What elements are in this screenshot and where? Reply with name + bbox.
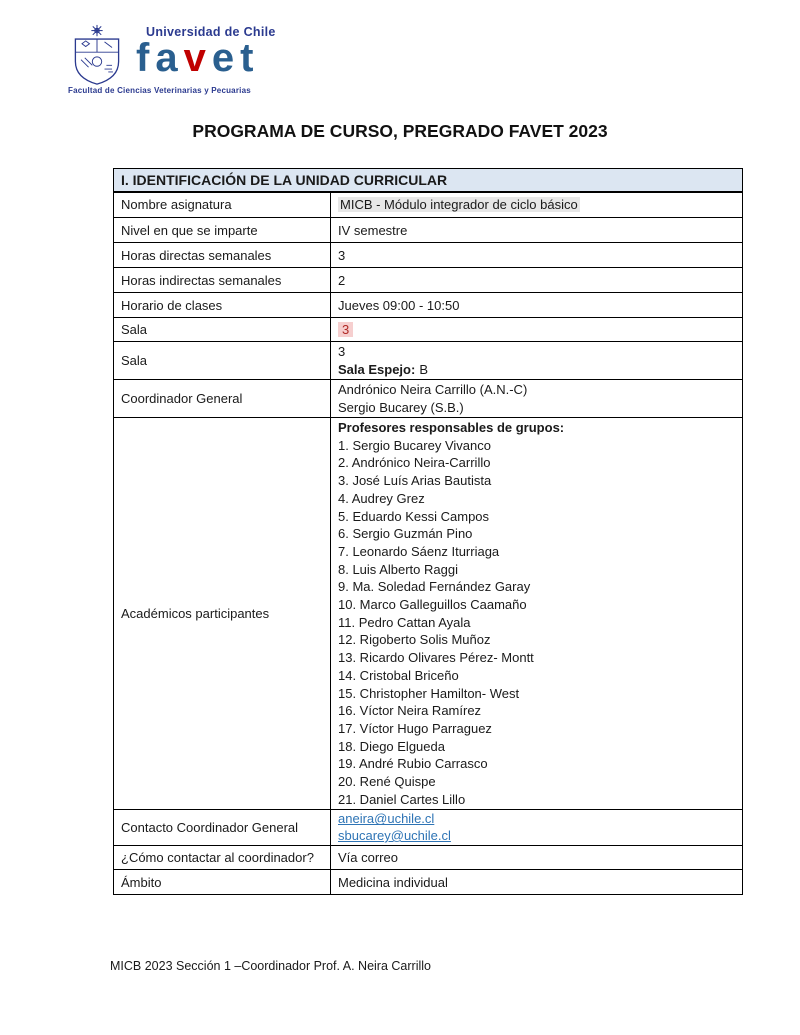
list-item: 13. Ricardo Olivares Pérez- Montt <box>338 650 534 666</box>
table-row-sala-2 <box>114 342 743 380</box>
sala-espejo-value: B <box>419 361 428 377</box>
crest-star <box>91 25 102 36</box>
section-header-row <box>114 169 743 192</box>
email-line-2 <box>338 828 736 845</box>
list-item: 5. Eduardo Kessi Campos <box>338 508 490 524</box>
favet-logo <box>66 18 276 100</box>
row-value <box>331 380 743 418</box>
sala-number-highlighted: 3 <box>338 322 353 337</box>
logo-brand-v: v <box>183 36 212 80</box>
list-item: 19. André Rubio Carrasco <box>338 756 488 772</box>
row-label: Coordinador General <box>114 380 331 418</box>
row-label: Contacto Coordinador General <box>114 810 331 846</box>
row-label: Sala <box>114 318 331 342</box>
table-row-horas-directas <box>114 243 743 268</box>
row-value <box>331 342 743 380</box>
list-item: 6. Sergio Guzmán Pino <box>338 526 473 542</box>
page-title: PROGRAMA DE CURSO, PREGRADO FAVET 2023 <box>192 121 608 141</box>
row-label: Nombre asignatura <box>114 192 331 218</box>
section-header: I. IDENTIFICACIÓN DE LA UNIDAD CURRICULAR <box>114 169 743 192</box>
row-value <box>331 192 743 218</box>
table-row-sala-1 <box>114 318 743 342</box>
list-item: 12. Rigoberto Solis Muñoz <box>338 632 491 648</box>
row-label: ¿Cómo contactar al coordinador? <box>114 846 331 870</box>
table-row-nivel <box>114 218 743 243</box>
list-item: 20. René Quispe <box>338 774 436 790</box>
logo-faculty-text: Facultad de Ciencias Veterinarias y Pecuarias <box>68 86 251 95</box>
list-item: 3. José Luís Arias Bautista <box>338 473 492 489</box>
table-row-horas-indirectas <box>114 268 743 293</box>
list-item: 15. Christopher Hamilton- West <box>338 685 520 701</box>
table-row-coordinador-general <box>114 380 743 418</box>
logo-brand-fa: fa <box>136 36 184 80</box>
identification-table <box>113 168 743 895</box>
list-item: 18. Diego Elgueda <box>338 738 445 754</box>
table-row-contacto <box>114 810 743 846</box>
list-item: 1. Sergio Bucarey Vivanco <box>338 437 491 453</box>
list-item: 8. Luis Alberto Raggi <box>338 561 458 577</box>
row-label: Ámbito <box>114 870 331 895</box>
logo-brand-text <box>136 38 259 78</box>
table-row-como-contactar <box>114 846 743 870</box>
row-value: 3 <box>331 243 743 268</box>
email-line-1 <box>338 811 736 828</box>
list-item: 21. Daniel Cartes Lillo <box>338 791 466 807</box>
row-label: Académicos participantes <box>114 418 331 810</box>
row-value <box>331 318 743 342</box>
list-item: 11. Pedro Cattan Ayala <box>338 614 471 630</box>
course-name-value: MICB - Módulo integrador de ciclo básico <box>340 197 578 213</box>
row-value: Vía correo <box>331 846 743 870</box>
table-row-academicos <box>114 418 743 810</box>
list-item: 10. Marco Galleguillos Caamaño <box>338 597 527 613</box>
list-item: 4. Audrey Grez <box>338 490 425 506</box>
coordinator-name-1: Andrónico Neira Carrillo (A.N.-C) <box>338 382 528 397</box>
row-label: Horas directas semanales <box>114 243 331 268</box>
page-footer: MICB 2023 Sección 1 –Coordinador Prof. A. Neira Carrillo <box>110 959 431 973</box>
university-crest-icon <box>68 24 126 86</box>
list-item: 16. Víctor Neira Ramírez <box>338 703 482 719</box>
list-item: 17. Víctor Hugo Parraguez <box>338 720 492 736</box>
row-value <box>331 418 743 810</box>
email-link-aneira[interactable]: aneira@uchile.cl <box>338 811 435 827</box>
professors-list <box>338 437 736 809</box>
table-row-nombre-asignatura <box>114 192 743 218</box>
logo-brand-et: et <box>211 36 260 80</box>
coordinator-name-2: Sergio Bucarey (S.B.) <box>338 399 464 415</box>
email-link-sbucarey[interactable]: sbucarey@uchile.cl <box>338 827 451 843</box>
logo-university-text: Universidad de Chile <box>146 25 276 39</box>
sala-number: 3 <box>338 344 346 359</box>
row-label: Horas indirectas semanales <box>114 268 331 293</box>
sala-espejo-label: Sala Espejo: <box>338 361 416 377</box>
table-row-horario <box>114 293 743 318</box>
list-item: 2. Andrónico Neira-Carrillo <box>338 455 491 471</box>
list-item: 14. Cristobal Briceño <box>338 667 459 683</box>
row-label: Horario de clases <box>114 293 331 318</box>
row-value: Medicina individual <box>331 870 743 895</box>
row-value: 2 <box>331 268 743 293</box>
list-item: 9. Ma. Soledad Fernández Garay <box>338 579 531 595</box>
sala-espejo-line <box>338 361 736 379</box>
row-value <box>331 810 743 846</box>
row-label: Sala <box>114 342 331 380</box>
row-value: Jueves 09:00 - 10:50 <box>331 293 743 318</box>
row-value: IV semestre <box>331 218 743 243</box>
row-label: Nivel en que se imparte <box>114 218 331 243</box>
list-item: 7. Leonardo Sáenz Iturriaga <box>338 543 500 559</box>
table-row-ambito <box>114 870 743 895</box>
professors-list-heading: Profesores responsables de grupos: <box>338 420 565 435</box>
